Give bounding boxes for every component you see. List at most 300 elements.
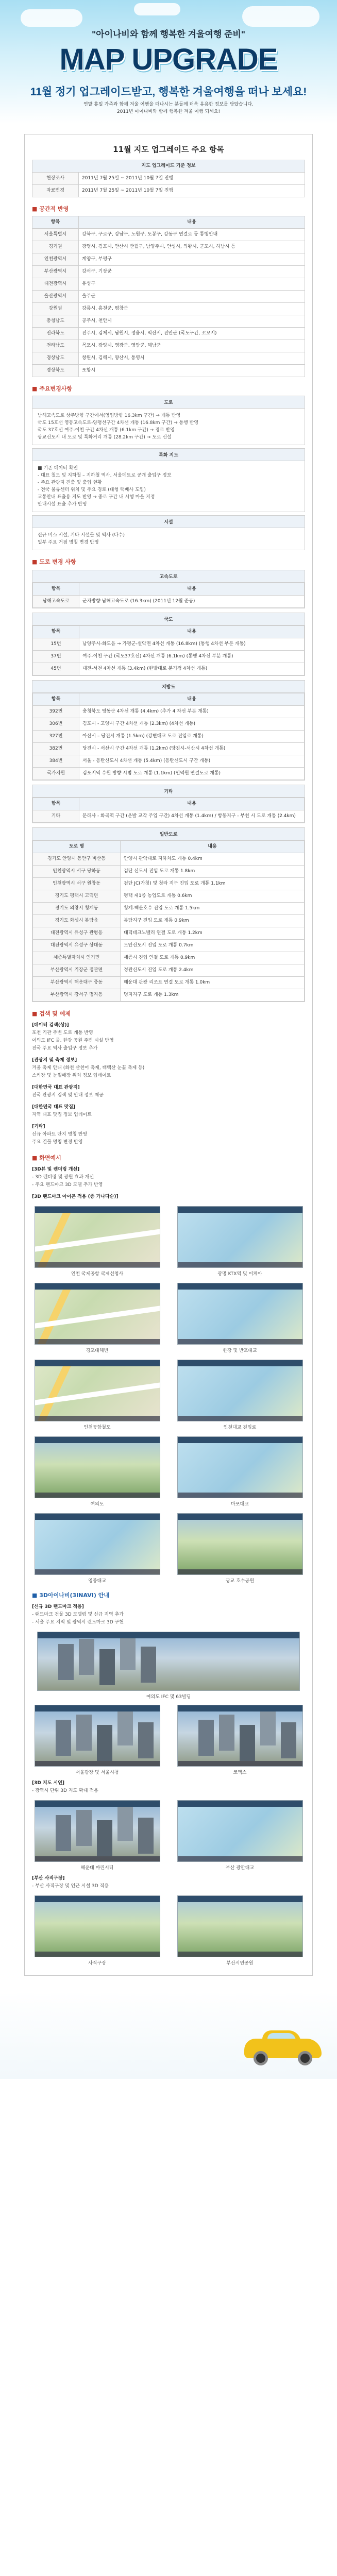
special-map-panel — [32, 448, 305, 512]
image-caption: 인천 국제공항 국제선청사 — [71, 1272, 124, 1277]
panel-body — [32, 461, 305, 512]
bottom-bar — [178, 1493, 302, 1498]
sub-heading: [대한민국 대표 맛집] — [32, 1105, 76, 1110]
table-row — [32, 303, 305, 315]
image-caption: 인천공항철도 — [83, 1425, 111, 1430]
summary-title: 11월 지도 업그레이드 주요 항목 — [113, 145, 224, 154]
row-label: 경상남도 — [32, 352, 79, 365]
sub-heading: [대한민국 대표 관광지] — [32, 1085, 80, 1090]
row-label: 인천광역시 — [32, 253, 79, 266]
table-row — [33, 890, 305, 903]
col-header: 내용 — [79, 798, 305, 810]
status-bar — [35, 1283, 160, 1290]
car-illustration — [244, 2031, 322, 2067]
row-label: 울산광역시 — [32, 291, 79, 303]
status-bar — [35, 1705, 160, 1711]
text-line: - 3D 렌더링 및 광원 효과 개선 — [32, 1175, 94, 1180]
row-value: 청계-백운호수 진입 도로 개통 1.5km — [121, 903, 305, 915]
table-row — [32, 352, 305, 365]
table-row — [32, 185, 305, 197]
stadium-block — [32, 1875, 305, 1890]
text-line: 남해고속도로 상주방향 구간에서(영업방향 16.3km 구간) → 개통 반영 — [38, 413, 181, 418]
hero-banner — [0, 0, 337, 124]
panel-header: 일반도로 — [32, 828, 305, 840]
bottom-bar — [178, 1761, 302, 1766]
status-bar — [35, 1801, 160, 1807]
row-label: 대전광역시 유성구 상대동 — [33, 940, 121, 952]
panel-body — [32, 409, 305, 445]
screenshot-grid — [32, 1895, 305, 1966]
road-table-panel — [32, 680, 305, 781]
image-caption: 마포대교 — [231, 1502, 249, 1507]
text-line: 전국 주요 역사 출입구 정보 추가 — [32, 1046, 98, 1051]
cloud-decoration — [21, 9, 82, 27]
status-bar — [178, 1437, 302, 1443]
road-change-tables — [32, 570, 305, 1002]
sub-heading: [데이터 검색(상)] — [32, 1023, 69, 1028]
col-header: 항목 — [32, 216, 79, 229]
row-label: 15번 — [33, 638, 79, 651]
road-table-panel — [32, 785, 305, 823]
table-row — [33, 743, 305, 755]
row-label: 대전광역시 — [32, 278, 79, 291]
row-value: 세종시 진입 연결 도로 개통 0.9km — [121, 952, 305, 964]
table-header-row — [33, 583, 305, 596]
screenshot-item — [175, 1206, 305, 1277]
table-row — [33, 853, 305, 866]
road-table-panel — [32, 827, 305, 1002]
status-bar — [35, 1437, 160, 1443]
col-header: 내용 — [79, 583, 305, 596]
row-value: 검단 신도시 진입 도로 개통 1.8km — [121, 866, 305, 878]
panel-header: 국도 — [32, 613, 305, 625]
row-value: 아산시 – 당진시 개통 (1.5km) (강변대교 도로 진입로 개통) — [79, 731, 305, 743]
status-bar — [35, 1896, 160, 1902]
map-screenshot-image — [177, 1705, 303, 1767]
footer-decoration — [0, 1991, 337, 2079]
bottom-bar — [35, 1569, 160, 1574]
image-caption: 코엑스 — [233, 1770, 247, 1775]
section-heading: ■ 도로 변경 사항 — [32, 558, 76, 565]
landmark-3d-image — [37, 1632, 300, 1691]
table-row — [32, 253, 305, 266]
row-value: 명지지구 도로 개통 1.3km — [121, 989, 305, 1002]
hero-tagline: "아이나비와 함께 행복한 겨울여행 준비" — [92, 29, 245, 39]
table-row — [33, 927, 305, 940]
row-value: 평택 제1종 농업도로 개통 0.6km — [121, 890, 305, 903]
map-screenshot-image — [35, 1360, 160, 1421]
row-label: 경기도 화성시 봉담읍 — [33, 915, 121, 927]
image-caption: 서울광장 및 서울시청 — [75, 1770, 119, 1775]
hero-title: MAP UPGRADE — [59, 43, 278, 76]
row-label: 392번 — [33, 706, 79, 718]
map-screenshot-image — [35, 1800, 160, 1862]
row-value: 남양주시-화도읍 → 가평군-설악면 4차선 개통 (16.8km) (통행 4차선 부분 개통) — [79, 638, 305, 651]
table-row — [33, 706, 305, 718]
sub-heading: [3D 랜드마크 아이콘 적용 (종 가나다순)] — [32, 1194, 119, 1199]
row-value: 봉담지구 진입 도로 개통 0.9km — [121, 915, 305, 927]
bottom-bar — [178, 1262, 302, 1267]
image-caption: 영종대교 — [88, 1579, 106, 1584]
threed-intro — [32, 1603, 305, 1626]
table-header-row — [33, 841, 305, 853]
bottom-bar — [35, 1262, 160, 1267]
row-value: 창원시, 김해시, 양산시, 통영시 — [79, 352, 305, 365]
row-value: 광명시, 김포시, 안산시 반월구, 남양주시, 안성시, 의왕시, 군포시, 하남시 등 — [79, 241, 305, 253]
row-label: 인천광역시 서구 당하동 — [33, 866, 121, 878]
row-label: 서울특별시 — [32, 229, 79, 241]
section-heading: ■ 3D아이나비(3INAVI) 안내 — [32, 1592, 109, 1599]
image-caption: 여의도 — [90, 1502, 104, 1507]
map-screenshot-image — [177, 1436, 303, 1498]
screenshot-item — [32, 1513, 162, 1584]
section-heading: ■ 화면예시 — [32, 1155, 61, 1161]
row-value: 김포시 - 고양시 구간 4차선 개통 (2.3km) (4차선 개통) — [79, 718, 305, 731]
text-line: 광교신도시 내 도로 및 특화거리 개통 (28.2km 구간) → 도로 신설 — [38, 435, 172, 440]
col-header: 내용 — [79, 216, 305, 229]
col-header: 내용 — [79, 693, 305, 706]
row-value: 2011년 7월 25일 ~ 2011년 10월 7일 진행 — [79, 185, 305, 197]
text-line: 주요 건물 명칭 변경 반영 — [32, 1140, 83, 1145]
map-screenshot-image — [177, 1283, 303, 1345]
panel-header: 지방도 — [32, 681, 305, 693]
table-row — [33, 878, 305, 890]
road-table — [32, 798, 305, 823]
table-row — [32, 315, 305, 328]
bottom-bar — [178, 1856, 302, 1861]
text-line: - 부산 사직구장 및 인근 시설 3D 적용 — [32, 1884, 109, 1889]
table-row — [32, 266, 305, 278]
status-bar — [178, 1801, 302, 1807]
col-header: 내용 — [121, 841, 305, 853]
text-line: - 랜드마크 건물 3D 모델링 및 신규 지역 추가 — [32, 1612, 124, 1617]
map-screenshot-image — [177, 1513, 303, 1575]
text-line: 스키장 및 눈썰매장 위치 정보 업데이트 — [32, 1073, 111, 1078]
table-row — [33, 866, 305, 878]
status-bar — [178, 1705, 302, 1711]
row-label: 남해고속도로 — [33, 596, 79, 608]
screenshot-item — [32, 1800, 162, 1871]
row-label: 45번 — [33, 663, 79, 675]
table-row — [33, 768, 305, 780]
row-label: 세종특별자치시 연기면 — [33, 952, 121, 964]
row-value: 김포지역 수원 방향 시범 도로 개통 (1.1km) (인덕원 연결도로 개통) — [79, 768, 305, 780]
screenshot-item — [32, 1360, 162, 1430]
status-bar — [178, 1514, 302, 1520]
panel-body — [32, 528, 305, 550]
col-header: 항목 — [33, 693, 79, 706]
row-value: 충청북도 영동군 4차선 개통 (4.4km) (추가 4 차선 부분 개통) — [79, 706, 305, 718]
hero-note-line: 2011년 아이나비와 함께 행복한 겨울 여행 되세요! — [116, 109, 221, 114]
row-value: 계양구, 부평구 — [79, 253, 305, 266]
table-row — [33, 903, 305, 915]
image-caption: 해운대 마린시티 — [80, 1866, 114, 1871]
row-value: 강릉시, 홍천군, 평창군 — [79, 303, 305, 315]
road-table — [32, 583, 305, 608]
table-row — [32, 340, 305, 352]
table-header-row — [33, 693, 305, 706]
row-label: 대전광역시 유성구 관평동 — [33, 927, 121, 940]
text-line: 포천 기관 주변 도로 개통 반영 — [32, 1030, 93, 1036]
row-label: 충청남도 — [32, 315, 79, 328]
sub-heading: [부산 사직구장] — [32, 1876, 65, 1881]
row-label: 국가지원 — [33, 768, 79, 780]
table-row — [33, 596, 305, 608]
cloud-decoration — [134, 3, 180, 15]
bottom-bar — [178, 1952, 302, 1957]
row-value: 강서구, 기장군 — [79, 266, 305, 278]
map-screenshot-image — [177, 1206, 303, 1268]
image-caption: 인천대교 진입로 — [223, 1425, 257, 1430]
table-header-row — [33, 798, 305, 810]
image-caption: 부산시민공원 — [226, 1961, 254, 1966]
text-line: 교통안내 표출용 지도 반영 → 종로 구간 내 시행 마을 지정 — [38, 495, 155, 500]
map-screenshot-image — [35, 1206, 160, 1268]
table-row — [33, 977, 305, 989]
screenshot-item — [175, 1705, 305, 1775]
map-screenshot-image — [177, 1360, 303, 1421]
row-value: 당진시 - 서산시 구간 4차선 개통 (1.2km) (당진시-서산시 4차선 개통) — [79, 743, 305, 755]
row-value: 대덕테크노밸리 연결 도로 개통 1.2km — [121, 927, 305, 940]
road-panel — [32, 396, 305, 445]
status-bar — [178, 1207, 302, 1213]
road-table-panel — [32, 613, 305, 676]
table-row — [33, 964, 305, 977]
table-row — [33, 755, 305, 768]
table-row — [32, 229, 305, 241]
map-screenshot-image — [35, 1895, 160, 1957]
status-bar — [178, 1283, 302, 1290]
map-screenshot-image — [35, 1513, 160, 1575]
hero-note — [0, 101, 337, 115]
screenshot-item — [32, 1436, 162, 1507]
row-label: 37번 — [33, 651, 79, 663]
bottom-bar — [178, 1569, 302, 1574]
text-line: ■ 기존 데이터 확인 — [38, 466, 78, 471]
panel-header: 특화 지도 — [32, 449, 305, 461]
sub-heading: [관광지 및 축제 정보] — [32, 1058, 77, 1063]
row-label: 경기도 안양시 동안구 비산동 — [33, 853, 121, 866]
map-screenshot-image — [35, 1436, 160, 1498]
status-bar — [178, 1896, 302, 1902]
row-value: 정관신도시 진입 도로 개통 2.4km — [121, 964, 305, 977]
row-label: 부산광역시 해운대구 중동 — [33, 977, 121, 989]
bottom-bar — [35, 1339, 160, 1344]
image-caption: 광명 KTX역 및 이케아 — [217, 1272, 262, 1277]
row-value: 유성구 — [79, 278, 305, 291]
table-row — [32, 291, 305, 303]
image-caption: 사직구장 — [88, 1961, 106, 1966]
image-caption: 부산 광안대교 — [225, 1866, 255, 1871]
col-header: 항목 — [33, 798, 79, 810]
section-heading: ■ 주요변경사항 — [32, 385, 72, 392]
row-value: 공주시, 천안시 — [79, 315, 305, 328]
table-row — [32, 278, 305, 291]
screenshot-item — [32, 1206, 162, 1277]
table-row — [33, 718, 305, 731]
facility-panel — [32, 515, 305, 550]
image-caption: 광교 호수공원 — [225, 1579, 255, 1584]
text-line: 국도 15호선 영동고속도로-양평선구간 4차선 개통 (16.8km 구간) → 통행 반영 — [38, 420, 199, 426]
search-info-block — [32, 1022, 305, 1146]
row-label: 인천광역시 서구 원창동 — [33, 878, 121, 890]
bottom-bar — [35, 1493, 160, 1498]
sub-heading: [3D 지도 시연] — [32, 1781, 65, 1786]
screenshot-item — [175, 1800, 305, 1871]
row-label: 경기도 평택시 고덕면 — [33, 890, 121, 903]
panel-header: 도로 — [32, 396, 305, 409]
text-line: 지역 대표 맛집 정보 업데이트 — [32, 1112, 92, 1117]
text-line: - 주요 관광지 진출 및 출입 현황 — [38, 480, 102, 485]
row-value: 서울 - 동탄신도시 4차선 개통 (5.4km) (동탄신도시 구간 개통) — [79, 755, 305, 768]
upgrade-summary-box — [24, 134, 313, 1976]
row-label: 경상북도 — [32, 365, 79, 377]
row-value: 도안신도시 진입 도로 개통 0.7km — [121, 940, 305, 952]
text-line: 전국 관광지 검색 및 안내 정보 제공 — [32, 1093, 104, 1098]
row-value: 포항시 — [79, 365, 305, 377]
col-header: 도로 명 — [33, 841, 121, 853]
table-row — [32, 241, 305, 253]
row-label: 자료변경 — [32, 185, 79, 197]
update-basis-table — [32, 160, 305, 197]
text-line: 여의도 IFC 몰, 한강 공원 주변 시설 반영 — [32, 1038, 114, 1043]
bottom-bar — [178, 1416, 302, 1421]
row-label: 전라남도 — [32, 340, 79, 352]
image-caption: 여의도 IFC 및 63빌딩 — [146, 1694, 191, 1700]
screenshot-item — [32, 1705, 162, 1775]
threed-demo — [32, 1780, 305, 1795]
road-table — [32, 840, 305, 1002]
text-line: 일부 주요 거점 명칭 변경 반영 — [38, 540, 99, 545]
row-label: 부산광역시 기장군 정관면 — [33, 964, 121, 977]
col-header: 내용 — [79, 626, 305, 638]
text-line: - 광역시 단위 3D 지도 확대 적용 — [32, 1788, 98, 1793]
row-label: 전라북도 — [32, 328, 79, 340]
table-header-row — [33, 626, 305, 638]
screenshot-item — [175, 1895, 305, 1966]
status-bar — [35, 1360, 160, 1366]
row-value: 전주시, 김제시, 남원시, 정읍시, 익산시, 진안군 (국도구간, 꼬꼬지) — [79, 328, 305, 340]
row-value: 강북구, 구로구, 강남구, 노원구, 도봉구, 강동구 연결로 등 통행안내 — [79, 229, 305, 241]
table-row — [33, 810, 305, 823]
table-row — [33, 989, 305, 1002]
road-table — [32, 625, 305, 675]
col-header: 항목 — [33, 626, 79, 638]
table-row — [32, 365, 305, 377]
text-line: - 대표 철도 및 지하철 – 지하철 역사, 서울메트로 공개 출입구 정보 — [38, 473, 172, 478]
table-row — [33, 952, 305, 964]
text-line: - 전국 물류센터 위치 및 주요 경로 (대형 택배사 도입) — [38, 487, 146, 493]
table-row — [33, 915, 305, 927]
status-bar — [35, 1207, 160, 1213]
row-label: 306번 — [33, 718, 79, 731]
status-bar — [178, 1360, 302, 1366]
section-heading: ■ 검색 및 예제 — [32, 1010, 71, 1017]
sub-heading: [3D뷰 및 렌더링 개선] — [32, 1167, 80, 1172]
text-line: 국도 37호선 여주-이천 구간 4차선 개통 (6.1km 구간) → 경로 반영 — [38, 428, 175, 433]
row-value: 울주군 — [79, 291, 305, 303]
text-line: 겨울 축제 안내 (화천 산천어 축제, 태백산 눈꽃 축제 등) — [32, 1065, 145, 1071]
bottom-bar — [178, 1339, 302, 1344]
table-row — [33, 638, 305, 651]
bottom-bar — [35, 1952, 160, 1957]
row-label: 경기도 의왕시 청계동 — [33, 903, 121, 915]
cloud-decoration — [242, 6, 319, 27]
row-value: 여주-이천 구간 (국도37호선) 4차선 개통 (6.1km) (통행 4차선 부분 개통) — [79, 651, 305, 663]
map-screenshot-image — [35, 1705, 160, 1767]
row-value: 검단 JC(가칭) 및 청라 지구 진입 도로 개통 1.1km — [121, 878, 305, 890]
table-row — [33, 651, 305, 663]
screenshot-item — [175, 1513, 305, 1584]
table-row — [33, 940, 305, 952]
sub-heading: [기타] — [32, 1124, 45, 1129]
road-table-panel — [32, 570, 305, 608]
bottom-bar — [35, 1416, 160, 1421]
map-screenshot-image — [177, 1895, 303, 1957]
sub-heading: [신규 3D 랜드마크 적용] — [32, 1604, 84, 1609]
text-line: - 주요 랜드마크 3D 모델 추가 반영 — [32, 1182, 103, 1188]
screenshot-item — [32, 1895, 162, 1966]
screenshot-item — [175, 1436, 305, 1507]
screenshot-item — [175, 1360, 305, 1430]
screen-example-intro — [32, 1166, 305, 1201]
text-line: - 서울 주요 지역 및 광역시 랜드마크 3D 구현 — [32, 1620, 124, 1625]
row-label: 384번 — [33, 755, 79, 768]
panel-header: 고속도로 — [32, 570, 305, 583]
hero-note-line: 연말 휴일 가족과 함께 겨울 여행을 떠나시는 분들께 더욱 유용한 정보를 담았습니다. — [83, 102, 254, 107]
table-row — [33, 731, 305, 743]
text-line: 신규 버스 시설, 기타 시설물 및 역사 (다수) — [38, 533, 125, 538]
row-value: 군자방향 남해고속도로 (16.3km) (2011년 12월 준공) — [79, 596, 305, 608]
table-row — [32, 328, 305, 340]
row-value: 해운대 관광 리조트 연결 도로 개통 1.0km — [121, 977, 305, 989]
col-header: 항목 — [33, 583, 79, 596]
screenshot-item — [175, 1283, 305, 1353]
text-line: 안내시설 표출 추가 반영 — [38, 502, 87, 507]
row-value: 안양시 관악대로 지하차도 개통 0.4km — [121, 853, 305, 866]
panel-header: 기타 — [32, 785, 305, 798]
row-value: 문래사 - 화곡역 구간 (운발 교각 주입 구간) 4차선 개통 (1.4km) / 항동지구 - 부천 시 도로 개통 (2.4km) — [79, 810, 305, 823]
screenshot-item — [32, 1283, 162, 1353]
status-bar — [35, 1514, 160, 1520]
map-screenshot-image — [35, 1283, 160, 1345]
screenshot-grid — [32, 1705, 305, 1775]
row-value: 2011년 7월 25일 ~ 2011년 10월 7일 진행 — [79, 173, 305, 185]
bottom-bar — [35, 1856, 160, 1861]
screenshot-grid — [32, 1206, 305, 1584]
row-value: 목포시, 광양시, 영광군, 영암군, 해남군 — [79, 340, 305, 352]
row-label: 부산광역시 — [32, 266, 79, 278]
screenshot-grid — [32, 1800, 305, 1871]
bottom-bar — [35, 1761, 160, 1766]
row-label: 기타 — [33, 810, 79, 823]
panel-header: 시설 — [32, 516, 305, 528]
row-label: 327번 — [33, 731, 79, 743]
region-table — [32, 216, 305, 377]
table-row — [33, 663, 305, 675]
section-heading: ■ 공간적 반영 — [32, 206, 69, 212]
road-table — [32, 693, 305, 780]
map-screenshot-image — [177, 1800, 303, 1862]
row-label: 382번 — [33, 743, 79, 755]
image-caption: 한강 및 반포대교 — [223, 1348, 257, 1353]
table-header: 지도 업그레이드 기준 정보 — [32, 160, 305, 173]
row-label: 부산광역시 강서구 명지동 — [33, 989, 121, 1002]
text-line: 신규 아파트 단지 명칭 반영 — [32, 1132, 88, 1137]
row-label: 현장조사 — [32, 173, 79, 185]
table-row — [32, 173, 305, 185]
image-caption: 경포대해변 — [86, 1348, 109, 1353]
